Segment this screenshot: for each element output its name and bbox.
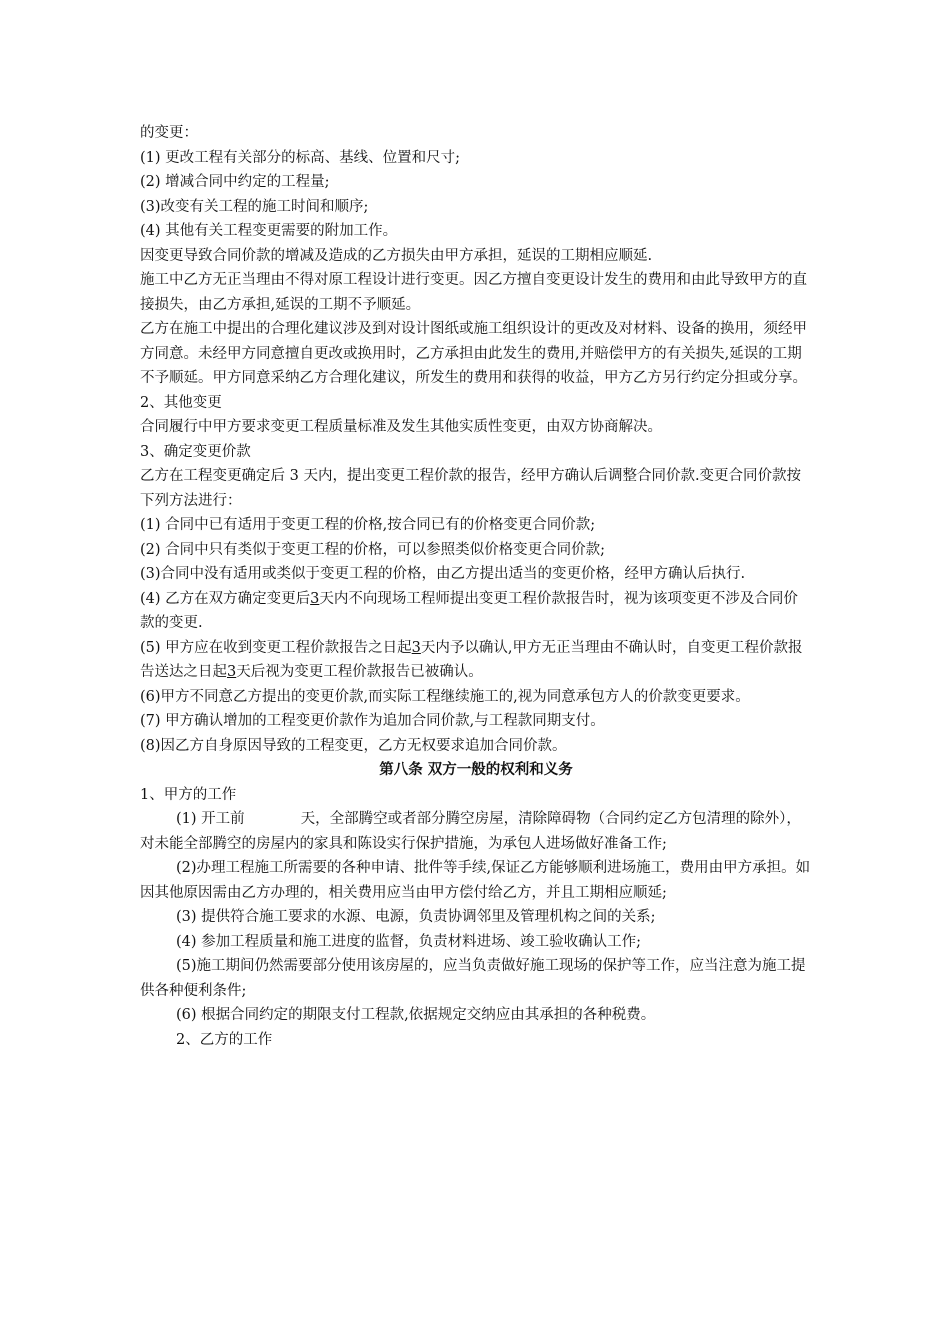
text-paragraph: 合同履行中甲方要求变更工程质量标准及发生其他实质性变更，由双方协商解决。 bbox=[140, 419, 662, 435]
text-line: (2) 增减合同中约定的工程量; bbox=[140, 174, 330, 190]
text-line: (2) 合同中只有类似于变更工程的价格，可以参照类似价格变更合同价款; bbox=[140, 541, 606, 558]
text-paragraph bbox=[140, 636, 812, 685]
text-line: (7) 甲方确认增加的工程变更价款作为追加合同价款,与工程款同期支付。 bbox=[140, 713, 605, 729]
text-span: (5) 甲方应在收到变更工程价款报告之日起 bbox=[140, 639, 412, 656]
text-paragraph: 乙方在施工中提出的合理化建议涉及到对设计图纸或施工组织设计的更改及对材料、设备的换用，须经甲方同意。未经甲方同意擅自更改或换用时，乙方承担由此发生的费用,并赔偿甲方的有关损失,延误的工期不予顺延。甲方同意采纳乙方合理化建议，所发生的费用和获得的收益，甲方乙方另行约定分担或分享。 bbox=[140, 321, 807, 386]
text-paragraph: (2)办理工程施工所需要的各种申请、批件等手续,保证乙方能够顺利进场施工，费用由甲方承担。如因其他原因需由乙方办理的，相关费用应当由甲方偿付给乙方，并且工期相应顺延; bbox=[140, 860, 811, 901]
document-page bbox=[140, 121, 812, 1052]
text-paragraph bbox=[140, 587, 812, 636]
section-title: 3、确定变更价款 bbox=[140, 443, 251, 460]
underlined-number: 3 bbox=[310, 590, 320, 607]
text-span: 天，全部腾空或者部分腾空房屋，清除障碍物（合同约定乙方包清理的除外），对未能全部腾空的房屋内的家具和陈设实行保护措施，为承包人进场做好准备工作; bbox=[140, 811, 801, 852]
text-line: (3) 提供符合施工要求的水源、电源，负责协调邻里及管理机构之间的关系; bbox=[176, 909, 656, 925]
text-paragraph bbox=[140, 807, 812, 856]
text-line: (4) 其他有关工程变更需要的附加工作。 bbox=[140, 223, 398, 239]
article-heading: 第八条 双方一般的权利和义务 bbox=[379, 762, 573, 778]
section-title: 2、其他变更 bbox=[140, 394, 222, 411]
text-span: 天后视为变更工程价款报告已被确认。 bbox=[236, 664, 483, 680]
text-paragraph: 乙方在工程变更确定后 3 天内，提出变更工程价款的报告，经甲方确认后调整合同价款.变更合同价款按下列方法进行： bbox=[140, 468, 802, 509]
text-line: (3)改变有关工程的施工时间和顺序; bbox=[140, 198, 369, 215]
text-span: 天内不向现场工程师提出变更工程价款报告时，视为该项变更不涉及合同价款的变更. bbox=[140, 590, 798, 631]
text-paragraph: 因变更导致合同价款的增减及造成的乙方损失由甲方承担，延误的工期相应顺延. bbox=[140, 247, 653, 264]
section-title: 1、甲方的工作 bbox=[140, 786, 237, 803]
text-paragraph: (6)甲方不同意乙方提出的变更价款,而实际工程继续施工的,视为同意承包方人的价款变更要求。 bbox=[140, 688, 750, 705]
text-line: 的变更： bbox=[140, 125, 198, 141]
text-line: (1) 合同中已有适用于变更工程的价格,按合同已有的价格变更合同价款; bbox=[140, 517, 596, 533]
text-line: (1) 更改工程有关部分的标高、基线、位置和尺寸; bbox=[140, 149, 461, 166]
section-title: 2、乙方的工作 bbox=[176, 1031, 273, 1048]
text-span: (1) 开工前 bbox=[176, 811, 245, 827]
text-line: (4) 参加工程质量和施工进度的监督，负责材料进场、竣工验收确认工作; bbox=[176, 933, 642, 950]
text-line: (8)因乙方自身原因导致的工程变更，乙方无权要求追加合同价款。 bbox=[140, 737, 567, 754]
text-paragraph: (5)施工期间仍然需要部分使用该房屋的，应当负责做好施工现场的保护等工作，应当注意为施工提供各种便利条件; bbox=[140, 958, 806, 999]
text-line: (6) 根据合同约定的期限支付工程款,依据规定交纳应由其承担的各种税费。 bbox=[176, 1007, 656, 1023]
text-span: (4) 乙方在双方确定变更后 bbox=[140, 590, 311, 607]
text-paragraph: (3)合同中没有适用或类似于变更工程的价格，由乙方提出适当的变更价格，经甲方确认后执行. bbox=[140, 566, 746, 582]
text-paragraph: 施工中乙方无正当理由不得对原工程设计进行变更。因乙方擅自变更设计发生的费用和由此导致甲方的直接损失，由乙方承担,延误的工期不予顺延。 bbox=[140, 272, 807, 313]
underlined-number: 3 bbox=[411, 639, 421, 656]
underlined-number: 3 bbox=[227, 664, 237, 680]
text-span: 天内予以确认,甲方无正当理由不确认时，自变更工程价款报告送达之日起 bbox=[140, 639, 803, 680]
